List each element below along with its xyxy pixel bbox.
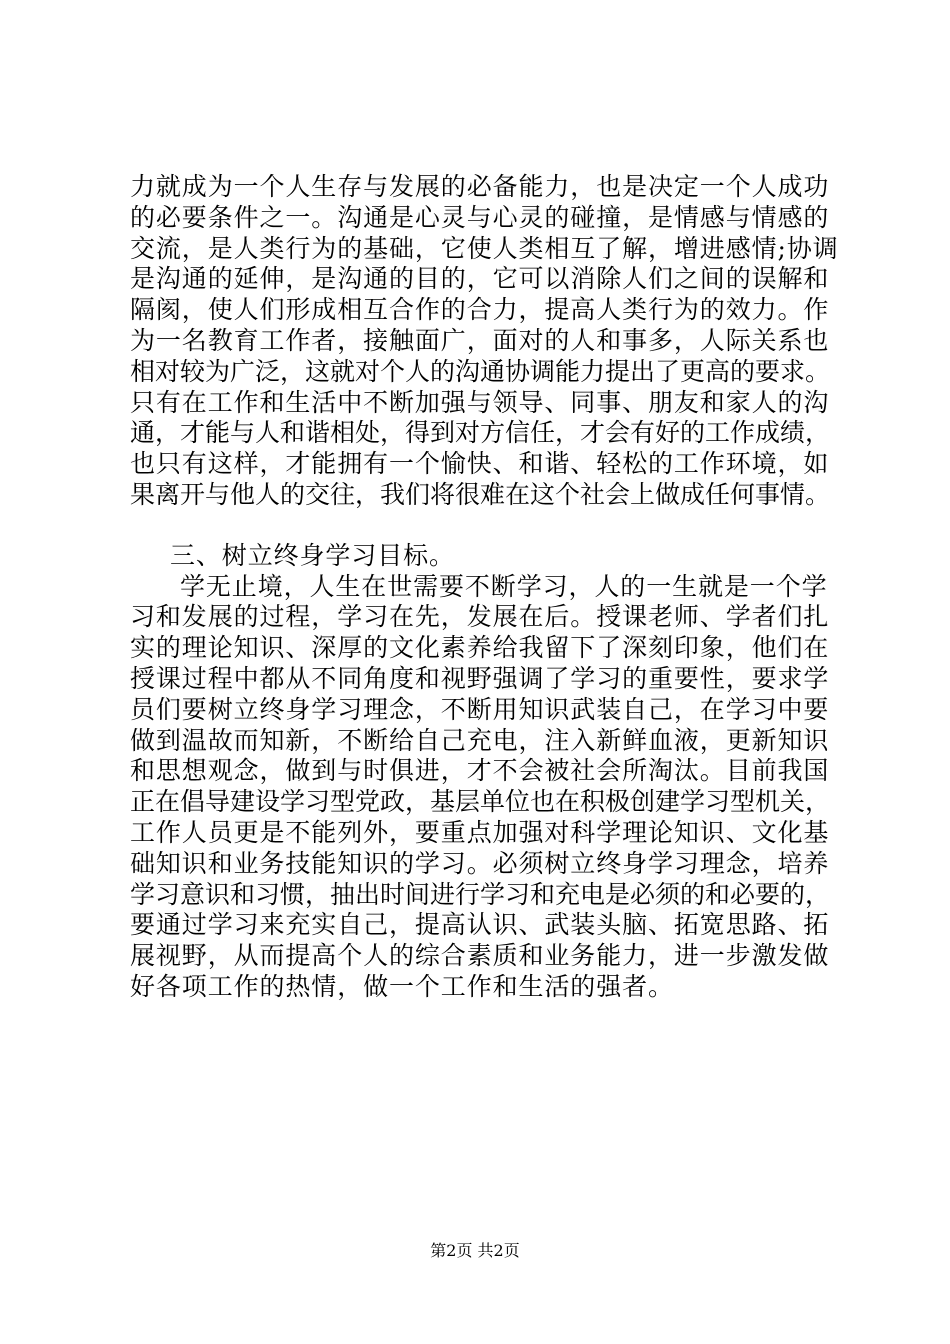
paragraph-spacer	[130, 511, 830, 541]
body-text	[130, 172, 839, 1003]
paragraph-line: 果离开与他人的交往，我们将很难在这个社会上做成任何事情。	[130, 479, 831, 509]
paragraph-line: 交流，是人类行为的基础，它使人类相互了解，增进感情;协调	[130, 233, 839, 263]
paragraph-line: 员们要树立终身学习理念，不断用知识武装自己，在学习中要	[130, 694, 830, 724]
paragraph-line: 工作人员更是不能列外，要重点加强对科学理论知识、文化基	[130, 817, 830, 847]
page-footer: 第2页 共2页	[430, 1241, 520, 1260]
paragraph-line: 和思想观念，做到与时俱进，才不会被社会所淘汰。目前我国	[130, 756, 830, 786]
paragraph-line: 的必要条件之一。沟通是心灵与心灵的碰撞，是情感与情感的	[130, 202, 830, 232]
paragraph-line: 是沟通的延伸，是沟通的目的，它可以消除人们之间的误解和	[130, 264, 830, 294]
paragraph-line: 为一名教育工作者，接触面广，面对的人和事多，人际关系也	[130, 325, 830, 355]
paragraph-line: 相对较为广泛，这就对个人的沟通协调能力提出了更高的要求。	[130, 356, 831, 386]
paragraph-line: 通，才能与人和谐相处，得到对方信任，才会有好的工作成绩，	[130, 418, 831, 448]
paragraph-line: 只有在工作和生活中不断加强与领导、同事、朋友和家人的沟	[130, 387, 830, 417]
paragraph-line: 也只有这样，才能拥有一个愉快、和谐、轻松的工作环境，如	[130, 449, 830, 479]
paragraph-line: 实的理论知识、深厚的文化素养给我留下了深刻印象，他们在	[130, 633, 830, 663]
paragraph-line: 学无止境，人生在世需要不断学习，人的一生就是一个学	[180, 571, 828, 601]
paragraph-line: 隔阂，使人们形成相互合作的合力，提高人类行为的效力。作	[130, 295, 830, 325]
paragraph-line: 要通过学习来充实自己，提高认识、武装头脑、拓宽思路、拓	[130, 910, 830, 940]
paragraph-line: 展视野，从而提高个人的综合素质和业务能力，进一步激发做	[130, 941, 830, 971]
paragraph-line: 础知识和业务技能知识的学习。必须树立终身学习理念，培养	[130, 848, 830, 878]
section-heading: 三、树立终身学习目标。	[170, 540, 455, 570]
paragraph-line: 力就成为一个人生存与发展的必备能力，也是决定一个人成功	[130, 172, 830, 201]
paragraph-line: 学习意识和习惯，抽出时间进行学习和充电是必须的和必要的，	[130, 879, 831, 909]
paragraph-line: 习和发展的过程，学习在先，发展在后。授课老师、学者们扎	[130, 602, 830, 632]
paragraph-line: 好各项工作的热情，做一个工作和生活的强者。	[130, 971, 674, 1001]
paragraph-line: 做到温故而知新，不断给自己充电，注入新鲜血液，更新知识	[130, 725, 830, 755]
paragraph-line: 正在倡导建设学习型党政，基层单位也在积极创建学习型机关，	[130, 787, 831, 817]
paragraph-line: 授课过程中都从不同角度和视野强调了学习的重要性，要求学	[130, 663, 830, 693]
